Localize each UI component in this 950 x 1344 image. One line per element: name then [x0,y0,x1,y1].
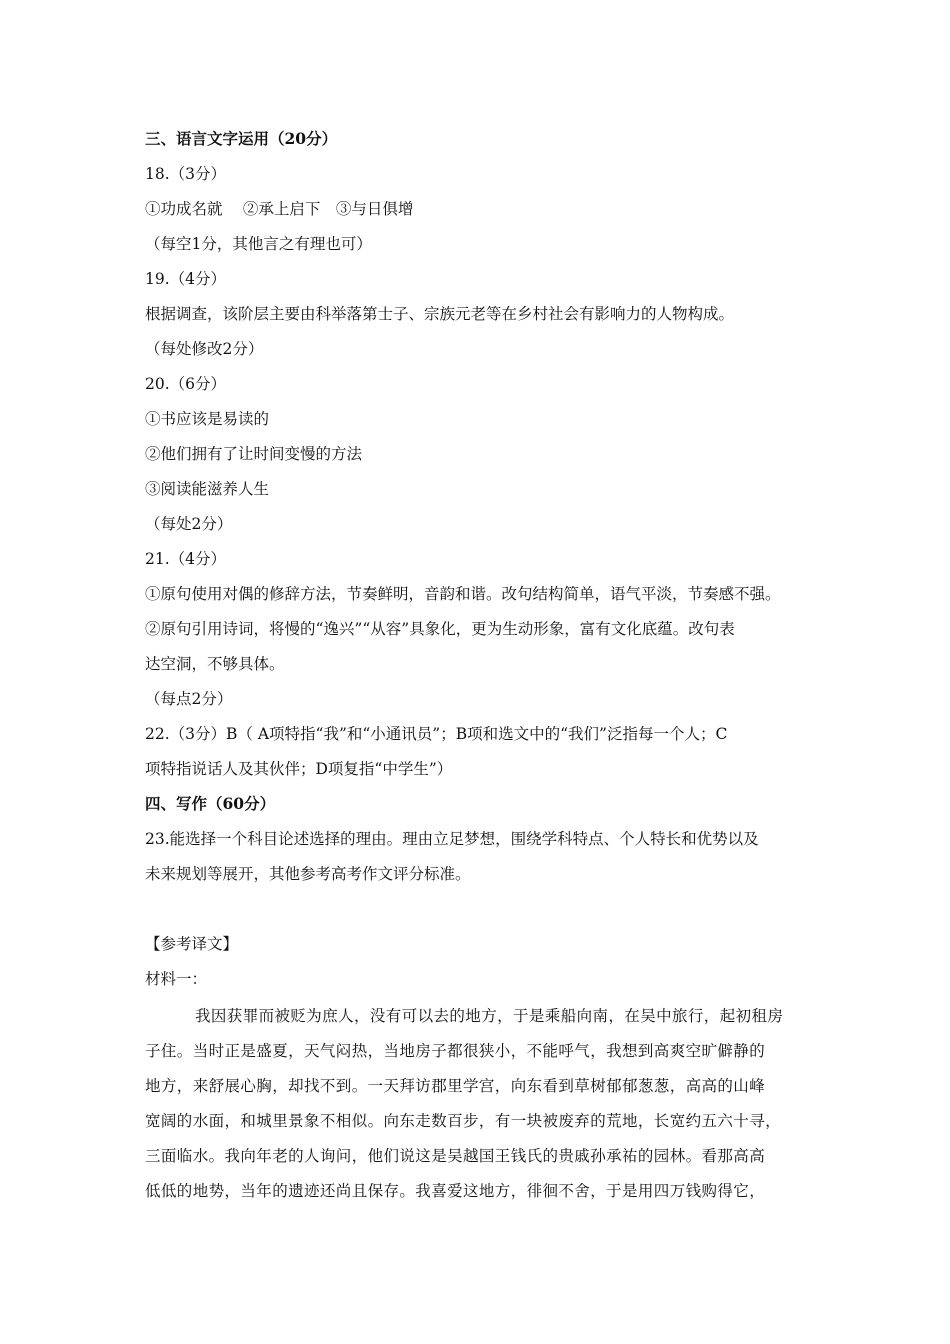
section3-heading: 三、语言文字运用（20分） [145,129,338,148]
translation-line-1: 我因获罪而被贬为庶人，没有可以去的地方，于是乘船向南，在吴中旅行，起初租房 [195,1007,784,1025]
q19-answer: 根据调查，该阶层主要由科举落第士子、宗族元老等在乡村社会有影响力的人物构成。 [145,305,735,323]
q18-label: 18.（3分） [145,165,227,183]
translation-line-2: 子住。当时正是盛夏，天气闷热，当地房子都很狭小，不能呼气，我想到高爽空旷僻静的 [145,1042,766,1060]
q19-label: 19.（4分） [145,270,227,288]
q21-line-3: 达空洞，不够具体。 [145,655,285,673]
q20-note: （每处2分） [145,515,233,533]
q21-label: 21.（4分） [145,550,227,568]
q20-answer-1: ①书应该是易读的 [145,410,270,428]
q20-answer-2: ②他们拥有了让时间变慢的方法 [145,445,363,463]
q23-line-1: 23.能选择一个科目论述选择的理由。理由立足梦想，围绕学科特点、个人特长和优势以及 [145,830,759,848]
q18-answer: ①功成名就 ②承上启下 ③与日俱增 [145,200,414,218]
translation-line-3: 地方，来舒展心胸，却找不到。一天拜访郡里学宫，向东看到草树郁郁葱葱，高高的山峰 [145,1077,766,1095]
translation-heading: 【参考译文】 [145,935,239,953]
material-label: 材料一： [145,970,208,988]
translation-line-5: 三面临水。我向年老的人询问，他们说这是吴越国王钱氏的贵戚孙承祐的园林。看那高高 [145,1147,766,1165]
q21-line-2: ②原句引用诗词，将慢的“逸兴”“从容”具象化，更为生动形象，富有文化底蕴。改句表 [145,620,735,638]
q21-line-1: ①原句使用对偶的修辞方法，节奏鲜明，音韵和谐。改句结构简单，语气平淡，节奏感不强。 [145,585,781,603]
q20-label: 20.（6分） [145,375,227,393]
q21-note: （每点2分） [145,690,233,708]
q22-line-1: 22.（3分）B（ A项特指“我”和“小通讯员”；B项和选文中的“我们”泛指每一个人；C [145,725,728,743]
translation-line-6: 低低的地势，当年的遗迹还尚且保存。我喜爱这地方，徘徊不舍，于是用四万钱购得它， [145,1182,766,1200]
translation-line-4: 宽阔的水面，和城里景象不相似。向东走数百步，有一块被废弃的荒地，长宽约五六十寻， [145,1112,782,1130]
q20-answer-3: ③阅读能滋养人生 [145,480,270,498]
q18-note: （每空1分，其他言之有理也可） [145,235,372,253]
section4-heading: 四、写作（60分） [145,794,276,813]
q23-line-2: 未来规划等展开，其他参考高考作文评分标准。 [145,865,471,883]
q22-line-2: 项特指说话人及其伙伴；D项复指“中学生”） [145,760,453,778]
q19-note: （每处修改2分） [145,340,264,358]
